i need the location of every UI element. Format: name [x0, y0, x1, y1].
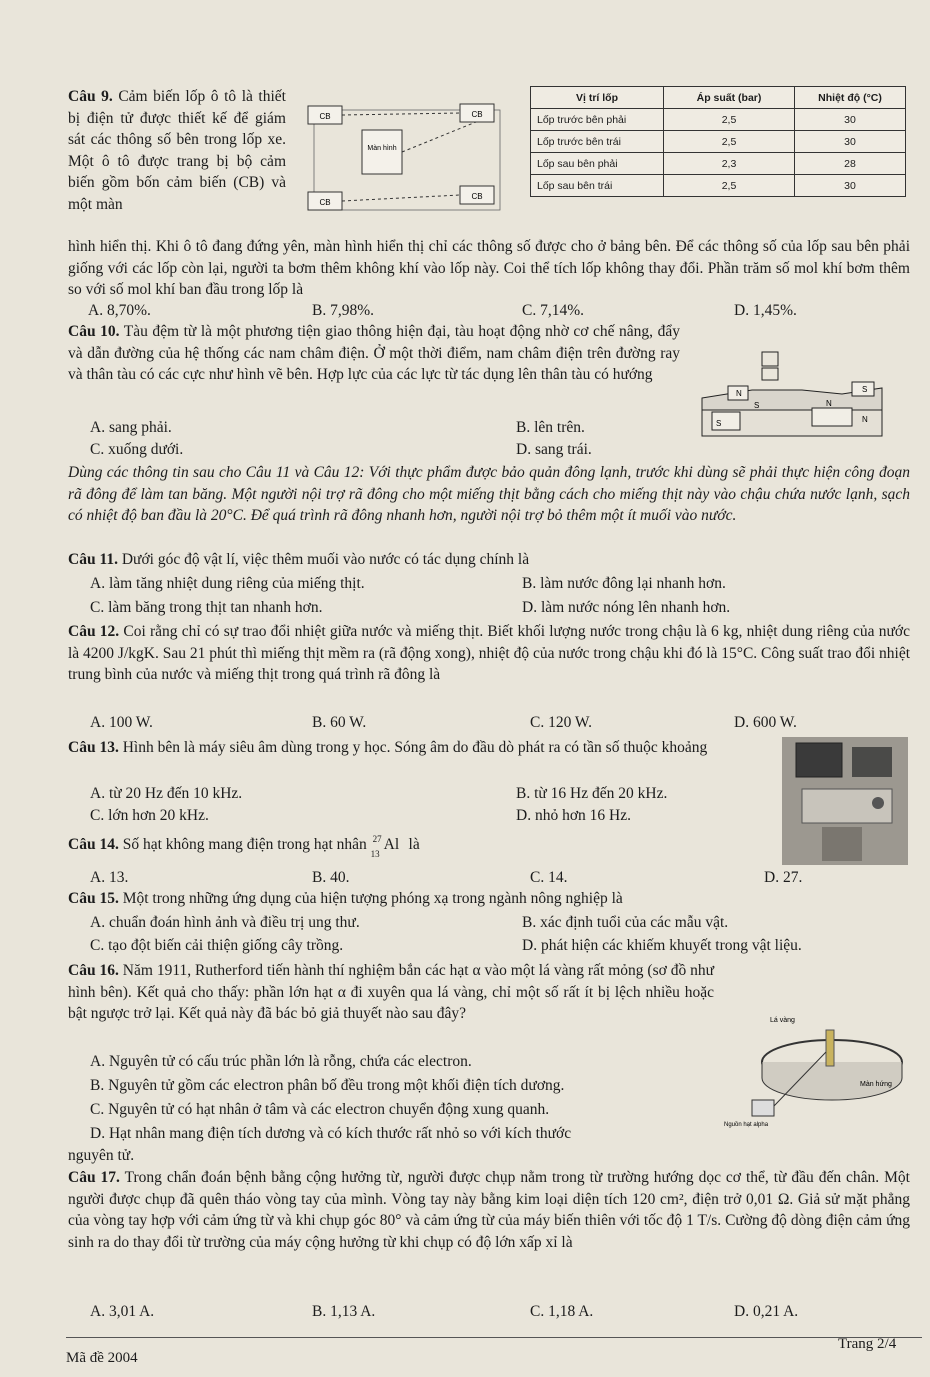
q16-option-b — [90, 1076, 564, 1096]
q16-option-d — [90, 1124, 571, 1144]
option-a[interactable]: A. 3,01 A. — [90, 1303, 155, 1320]
cell: 30 — [795, 109, 906, 131]
option-d[interactable]: D. 0,21 A. — [734, 1303, 799, 1320]
cell: Lốp trước bên phải — [531, 109, 664, 131]
cell: Lốp sau bên phải — [531, 153, 664, 175]
option-c[interactable]: C. tạo đột biến cải thiện giống cây trồng. — [90, 937, 344, 954]
q16-text — [68, 960, 714, 1025]
option-c[interactable]: C. 14. — [530, 869, 568, 886]
option-d[interactable]: D. làm nước nóng lên nhanh hơn. — [522, 599, 731, 616]
cb-label: CB — [319, 198, 331, 207]
q14-end: là — [408, 836, 420, 853]
atomic-number: 13 — [370, 849, 380, 859]
table-row — [531, 131, 906, 153]
option-a[interactable]: A. làm tăng nhiệt dung riêng của miếng thịt. — [90, 575, 365, 592]
q13-body: Hình bên là máy siêu âm dùng trong y học. Sóng âm do đầu dò phát ra có tần số thuộc khoảng — [122, 739, 708, 756]
q9-text: Cảm biến lốp ô tô là thiết bị điện tử được thiết kế để giám sát các thông số bên trong lốp xe. Một ô tô được trang bị bộ cảm biến gồm bốn cảm biến (CB) và một màn — [68, 88, 286, 213]
option-d[interactable]: D. sang trái. — [516, 441, 592, 458]
q16-label: Câu 16. — [68, 962, 119, 979]
option-d[interactable]: D. nhỏ hơn 16 Hz. — [516, 807, 631, 824]
cell: Lốp trước bên trái — [531, 131, 664, 153]
option-a[interactable]: A. sang phải. — [90, 419, 172, 436]
q16-option-c — [90, 1100, 549, 1120]
nuclide — [370, 834, 405, 859]
q12-text — [68, 621, 910, 686]
option-b[interactable]: B. làm nước đông lại nhanh hơn. — [522, 575, 726, 592]
option-c[interactable]: C. 1,18 A. — [530, 1303, 594, 1320]
option-b[interactable]: B. xác định tuổi của các mẫu vật. — [522, 914, 729, 931]
q17-body: Trong chẩn đoán bệnh bằng cộng hưởng từ, người được chụp nằm trong từ trường hướng dọc cơ thể, từ đầu đến chân. Một người được chụp đã quên tháo vòng tay của mình. Vòng tay này bằng kim loại diện tích 120 cm², điện trở 0,01 Ω. Giả sử mặt phẳng của vòng tay hợp với cảm ứng từ và khi chụp góc 80° và cảm ứng từ của máy biến thiên với tốc độ 1 T/s. Cường độ dòng điện cảm ứng sinh ra do thay đổi từ trường của máy cộng hưởng từ khi chụp có độ lớn xấp xỉ là — [68, 1169, 910, 1251]
screen-label: Màn hứng — [860, 1081, 892, 1088]
pole-label: S — [754, 401, 760, 410]
maglev-diagram — [692, 350, 892, 442]
table-row — [531, 175, 906, 197]
q17-text — [68, 1167, 910, 1253]
q10-body: Tàu đệm từ là một phương tiện giao thông hiện đại, tàu hoạt động nhờ cơ chế nâng, đẩy và dẫn đường của hệ thống các nam châm điện. Ở một thời điểm, nam châm điện trên đường ray và thân tàu có các cực như hình vẽ bên. Hợp lực của các lực từ tác dụng lên thân tàu có hướng — [68, 323, 680, 383]
option-c[interactable]: C. 120 W. — [530, 714, 593, 731]
table-header: Vị trí lốp — [531, 87, 664, 109]
cell: 30 — [795, 131, 906, 153]
q13-text — [68, 737, 780, 759]
q16-option-a — [90, 1052, 472, 1072]
exam-code: Mã đề 2004 — [66, 1350, 138, 1366]
option-c[interactable]: C. làm băng trong thịt tan nhanh hơn. — [90, 599, 323, 616]
table-row — [531, 153, 906, 175]
option-d[interactable]: D. Hạt nhân mang điện tích dương và có kích thước rất nhỏ so với kích thước — [90, 1125, 572, 1142]
cb-label: CB — [471, 110, 483, 119]
page-number: Trang 2/4 — [838, 1336, 897, 1352]
option-b[interactable]: B. 60 W. — [312, 714, 367, 731]
tyre-table — [530, 86, 906, 197]
pole-label: S — [716, 419, 722, 428]
option-c[interactable]: C. 7,14%. — [522, 302, 584, 319]
q14-label: Câu 14. — [68, 836, 119, 853]
option-c[interactable]: C. Nguyên tử có hạt nhân ở tâm và các electron chuyển động xung quanh. — [90, 1101, 550, 1118]
option-b[interactable]: B. từ 16 Hz đến 20 kHz. — [516, 785, 668, 802]
option-a[interactable]: A. 13. — [90, 869, 129, 886]
q15-label: Câu 15. — [68, 890, 119, 907]
q12-body: Coi rằng chỉ có sự trao đổi nhiệt giữa nước và miếng thịt. Biết khối lượng nước trong chậu là 6 kg, nhiệt dung riêng của nước là 4200 J/kgK. Sau 21 phút thì miếng thịt mềm ra (rã động xong), nhiệt độ của nước trong chậu khi đó là 15°C. Công suất trao đổi nhiệt trung bình của nước và miếng thịt trong quá trình rã đông là — [68, 623, 911, 683]
q13-label: Câu 13. — [68, 739, 119, 756]
option-a[interactable]: A. Nguyên tử có cấu trúc phần lớn là rỗng, chứa các electron. — [90, 1053, 472, 1070]
cell: 28 — [795, 153, 906, 175]
foil-label: Lá vàng — [770, 1017, 795, 1024]
source-label: Nguồn hạt alpha — [724, 1122, 769, 1128]
q15-text — [68, 888, 910, 910]
option-c[interactable]: C. xuống dưới. — [90, 441, 184, 458]
table-row — [531, 109, 906, 131]
cb-label: CB — [319, 112, 331, 121]
option-a[interactable]: A. 100 W. — [90, 714, 153, 731]
cell: 2,5 — [664, 131, 795, 153]
element-symbol: Al — [383, 836, 400, 853]
option-d[interactable]: D. 1,45%. — [734, 302, 797, 319]
option-b[interactable]: B. lên trên. — [516, 419, 585, 436]
ultrasound-machine-image — [782, 737, 908, 865]
cell: 2,3 — [664, 153, 795, 175]
q9-intro — [68, 86, 286, 215]
option-d[interactable]: D. phát hiện các khiếm khuyết trong vật liệu. — [522, 937, 802, 954]
pole-label: N — [736, 389, 742, 398]
cb-label: CB — [471, 192, 483, 201]
option-b[interactable]: B. 1,13 A. — [312, 1303, 376, 1320]
q11-label: Câu 11. — [68, 551, 118, 568]
q16-body: Năm 1911, Rutherford tiến hành thí nghiệm bắn các hạt α vào một lá vàng rất mỏng (sơ đồ như hình bên). Kết quả cho thấy: phần lớn hạt α đi xuyên qua lá vàng, chỉ một số rất ít bị lệch nhiều hoặc bật ngược trở lại. Kết quả này đã bác bỏ giả thuyết nào sau đây? — [68, 962, 715, 1022]
option-c[interactable]: C. lớn hơn 20 kHz. — [90, 807, 209, 824]
option-b[interactable]: B. Nguyên tử gồm các electron phân bố đều trong một khối điện tích dương. — [90, 1077, 565, 1094]
q9-label: Câu 9. — [68, 88, 113, 105]
option-a[interactable]: A. chuẩn đoán hình ảnh và điều trị ung thư. — [90, 914, 360, 931]
screen-label: Màn hình — [367, 145, 397, 152]
q10-text — [68, 321, 680, 386]
rutherford-experiment-figure — [722, 1000, 912, 1135]
q15-body: Một trong những ứng dụng của hiện tượng phóng xạ trong ngành nông nghiệp là — [122, 890, 623, 907]
pole-label: N — [826, 399, 832, 408]
option-d[interactable]: D. 27. — [764, 869, 803, 886]
mass-number: 27 — [372, 834, 382, 844]
option-b[interactable]: B. 40. — [312, 869, 350, 886]
cell: 30 — [795, 175, 906, 197]
cell: Lốp sau bên trái — [531, 175, 664, 197]
cell: 2,5 — [664, 109, 795, 131]
q10-label: Câu 10. — [68, 323, 120, 340]
q11-body: Dưới góc độ vật lí, việc thêm muối vào nước có tác dụng chính là — [121, 551, 530, 568]
pole-label: S — [862, 385, 868, 394]
q16-option-d-cont: nguyên tử. — [68, 1147, 135, 1164]
q14-body: Số hạt không mang điện trong hạt nhân — [122, 836, 367, 853]
pole-label: N — [862, 415, 868, 424]
shared-intro: Dùng các thông tin sau cho Câu 11 và Câu 12: Với thực phẩm được bảo quản đông lạnh, trước khi dùng sẽ phải thực hiện công đoạn rã đông để làm tan băng. Một người nội trợ rã đông cho một miếng thịt bằng cách cho miếng thịt này vào chậu chứa nước lạnh, sạch có nhiệt độ ban đầu là 20°C. Để quá trình rã đông nhanh hơn, người nội trợ bỏ thêm một ít muối vào nước. — [68, 464, 910, 524]
tyre-sensor-diagram — [300, 90, 518, 220]
footer-divider — [66, 1337, 922, 1338]
table-header: Áp suất (bar) — [664, 87, 795, 109]
q9-continued: hình hiển thị. Khi ô tô đang đứng yên, màn hình hiển thị chỉ các thông số được cho ở bảng bên. Để các thông số của lốp sau bên phải giống với các lốp còn lại, người ta bơm thêm không khí vào lốp này. Coi thể tích lốp không thay đổi. Phần trăm số mol khí bơm thêm so với số mol khí ban đầu trong lốp là — [68, 238, 910, 298]
option-a[interactable]: A. 8,70%. — [88, 302, 151, 319]
cell: 2,5 — [664, 175, 795, 197]
q12-label: Câu 12. — [68, 623, 120, 640]
q11-text — [68, 549, 910, 571]
option-a[interactable]: A. từ 20 Hz đến 10 kHz. — [90, 785, 243, 802]
table-header: Nhiệt độ (°C) — [795, 87, 906, 109]
q17-label: Câu 17. — [68, 1169, 120, 1186]
option-b[interactable]: B. 7,98%. — [312, 302, 374, 319]
option-d[interactable]: D. 600 W. — [734, 714, 797, 731]
q14-text — [68, 834, 768, 859]
